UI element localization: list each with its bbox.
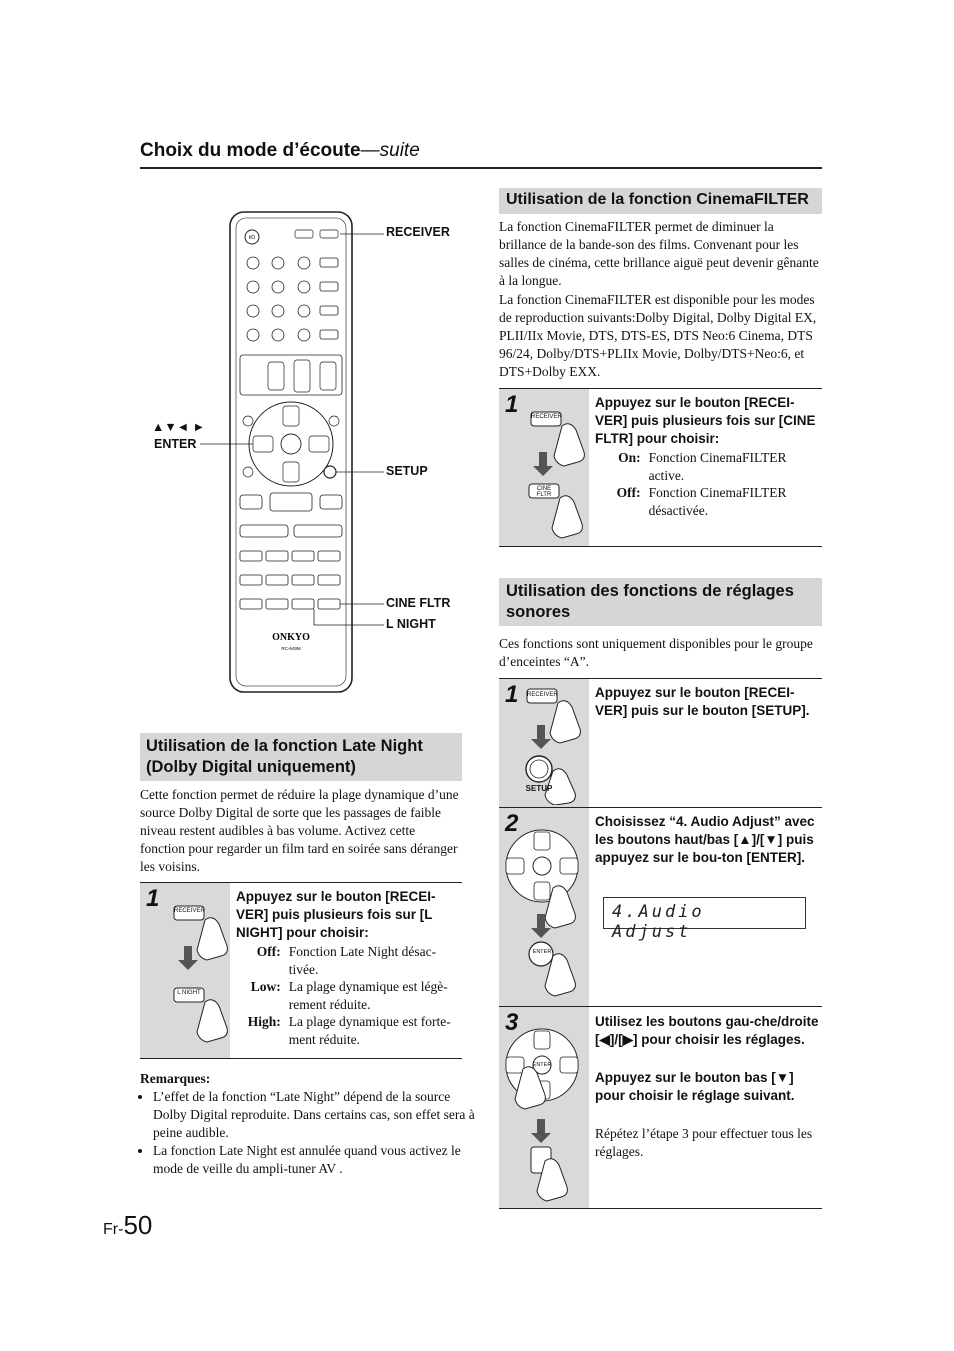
page-title-text: Choix du mode d’écoute	[140, 140, 361, 161]
option-key: On:	[618, 450, 641, 465]
option-row	[236, 943, 460, 978]
cine-fltr-button-label: CINE FLTR	[536, 486, 552, 498]
enter-button-label: ENTER	[532, 949, 552, 955]
option-key: Off:	[616, 485, 641, 500]
cinemafilter-para-1: La fonction CinemaFILTER permet de diminuer la brillance de la bande-son des films. Convenant pour les salles de cinéma, cette brillance aiguë peut devenir gênante à la longue.	[499, 219, 819, 288]
svg-text:I/O: I/O	[248, 235, 256, 241]
callout-setup: SETUP	[386, 464, 428, 478]
option-text: Fonction CinemaFILTER désactivée.	[648, 485, 787, 518]
callout-cine-fltr: CINE FLTR	[386, 596, 451, 610]
header-rule	[140, 167, 822, 169]
cinemafilter-step-bottom-rule	[499, 546, 822, 547]
late-night-step-illustration	[140, 883, 230, 1058]
reglages-title-2: sonores	[506, 603, 571, 621]
svg-text:ONKYO: ONKYO	[272, 632, 310, 643]
cinemafilter-step-heading: Appuyez sur le bouton [RECEI-VER] puis plusieurs fois sur [CINE FLTR] pour choisir:	[595, 395, 816, 446]
callout-arrows: ▲▼◄ ►	[152, 420, 205, 434]
reglages-step3-heading: Utilisez les boutons gau-che/droite [◀]/[▶] pour choisir les réglages.	[595, 1014, 819, 1047]
option-key: Off:	[256, 944, 281, 959]
reglages-step2-heading: Choisissez “4. Audio Adjust” avec les boutons haut/bas [▲]/[▼] puis appuyez sur le bou-ton [ENTER].	[595, 814, 815, 865]
late-night-step-heading: Appuyez sur le bouton [RECEI-VER] puis plusieurs fois sur [L NIGHT] pour choisir:	[236, 889, 436, 940]
option-row	[595, 484, 817, 519]
step-number: 2	[505, 810, 519, 837]
receiver-button-label: RECEIVER	[527, 692, 558, 698]
hand-press-icon	[170, 898, 230, 1048]
remark-item: • La fonction Late Night est annulée quand vous activez le mode de veille du ampli-tuner AV .	[153, 1142, 475, 1178]
remarks-title: Remarques:	[140, 1071, 211, 1086]
reglages-heading	[499, 578, 822, 626]
cinemafilter-options	[595, 449, 817, 519]
option-text: La plage dynamique est légè-rement réduite.	[288, 979, 448, 1012]
option-text: La plage dynamique est forte-ment réduite.	[288, 1014, 451, 1047]
reglages-step1-illustration	[499, 679, 589, 807]
page-number	[103, 1210, 152, 1241]
cinemafilter-step-illustration	[499, 389, 589, 546]
option-row	[236, 978, 460, 1013]
page-number-prefix: Fr-	[103, 1221, 124, 1238]
callout-l-night: L NIGHT	[386, 617, 436, 631]
reglages-step3-note: Répétez l’étape 3 pour effectuer tous les réglages.	[595, 1126, 813, 1159]
step-number: 1	[505, 391, 519, 418]
step-number: 3	[505, 1009, 519, 1036]
reglages-step1-heading: Appuyez sur le bouton [RECEI-VER] puis sur le bouton [SETUP].	[595, 685, 810, 718]
callout-enter: ENTER	[154, 437, 197, 451]
svg-text:RC-649M: RC-649M	[281, 646, 301, 651]
cinemafilter-para-2: La fonction CinemaFILTER est disponible pour les modes de reproduction suivants:Dolby Digital, Dolby Digital EX, PLII/IIx Movie, DTS, DTS-ES, DTS Neo:6 Cinema, DTS 96/24, Dolby/DTS+PLIIx Movie, Dolby/DTS+Neo:6, et DTS+Dolby EXX.	[499, 292, 817, 379]
nav-pad-hand-icon	[501, 1025, 587, 1205]
late-night-title-2: (Dolby Digital uniquement)	[146, 758, 356, 776]
late-night-step-bottom-rule	[140, 1058, 462, 1059]
late-night-body: Cette fonction permet de réduire la plage dynamique d’une source Dolby Digital de sorte que les passages de faible niveau restent audibles à bas volume. Activez cette fonction pour regarder un film tard en soirée sans déranger les voisins.	[140, 787, 459, 874]
step-number: 1	[505, 681, 519, 708]
remark-item: • L’effet de la fonction “Late Night” dépend de la source Dolby Digital reproduite. Dans certains cas, son effet sera à peine audible.	[153, 1088, 475, 1142]
option-key: High:	[247, 1014, 281, 1029]
remarks-list	[140, 1088, 475, 1178]
lcd-display: 4.Audio Adjust	[603, 897, 806, 929]
option-key: Low:	[250, 979, 281, 994]
reglages-step2-illustration	[499, 808, 589, 1006]
reglages-step3-bottom-rule	[499, 1208, 822, 1209]
callout-receiver: RECEIVER	[386, 225, 450, 239]
option-text: Fonction CinemaFILTER active.	[648, 450, 787, 483]
l-night-button-label: L NIGHT	[177, 990, 201, 996]
option-row	[595, 449, 817, 484]
option-row	[236, 1013, 460, 1048]
reglages-title-1: Utilisation des fonctions de réglages	[506, 582, 794, 600]
late-night-heading	[140, 733, 462, 781]
reglages-step3-illustration	[499, 1007, 589, 1208]
step-number: 1	[146, 885, 160, 912]
receiver-button-label: RECEIVER	[531, 414, 562, 420]
late-night-title-1: Utilisation de la fonction Late Night	[146, 737, 423, 755]
page-title	[140, 140, 420, 162]
hand-press-icon	[527, 404, 587, 544]
option-text: Fonction Late Night désac-tivée.	[288, 944, 437, 977]
reglages-intro: Ces fonctions sont uniquement disponibles pour le groupe d’enceintes “A”.	[499, 636, 813, 669]
setup-button-label: SETUP	[525, 784, 553, 793]
page-title-suffix: —suite	[360, 140, 420, 161]
page-number-value: 50	[123, 1210, 153, 1240]
cinemafilter-heading: Utilisation de la fonction CinemaFILTER	[499, 188, 822, 214]
late-night-options	[236, 943, 460, 1048]
enter-button-label: ENTER	[532, 1062, 552, 1068]
nav-pad-hand-icon	[501, 826, 587, 1004]
receiver-button-label: RECEIVER	[174, 908, 205, 914]
reglages-step3-heading-2: Appuyez sur le bouton bas [▼] pour choisir le réglage suivant.	[595, 1070, 795, 1103]
